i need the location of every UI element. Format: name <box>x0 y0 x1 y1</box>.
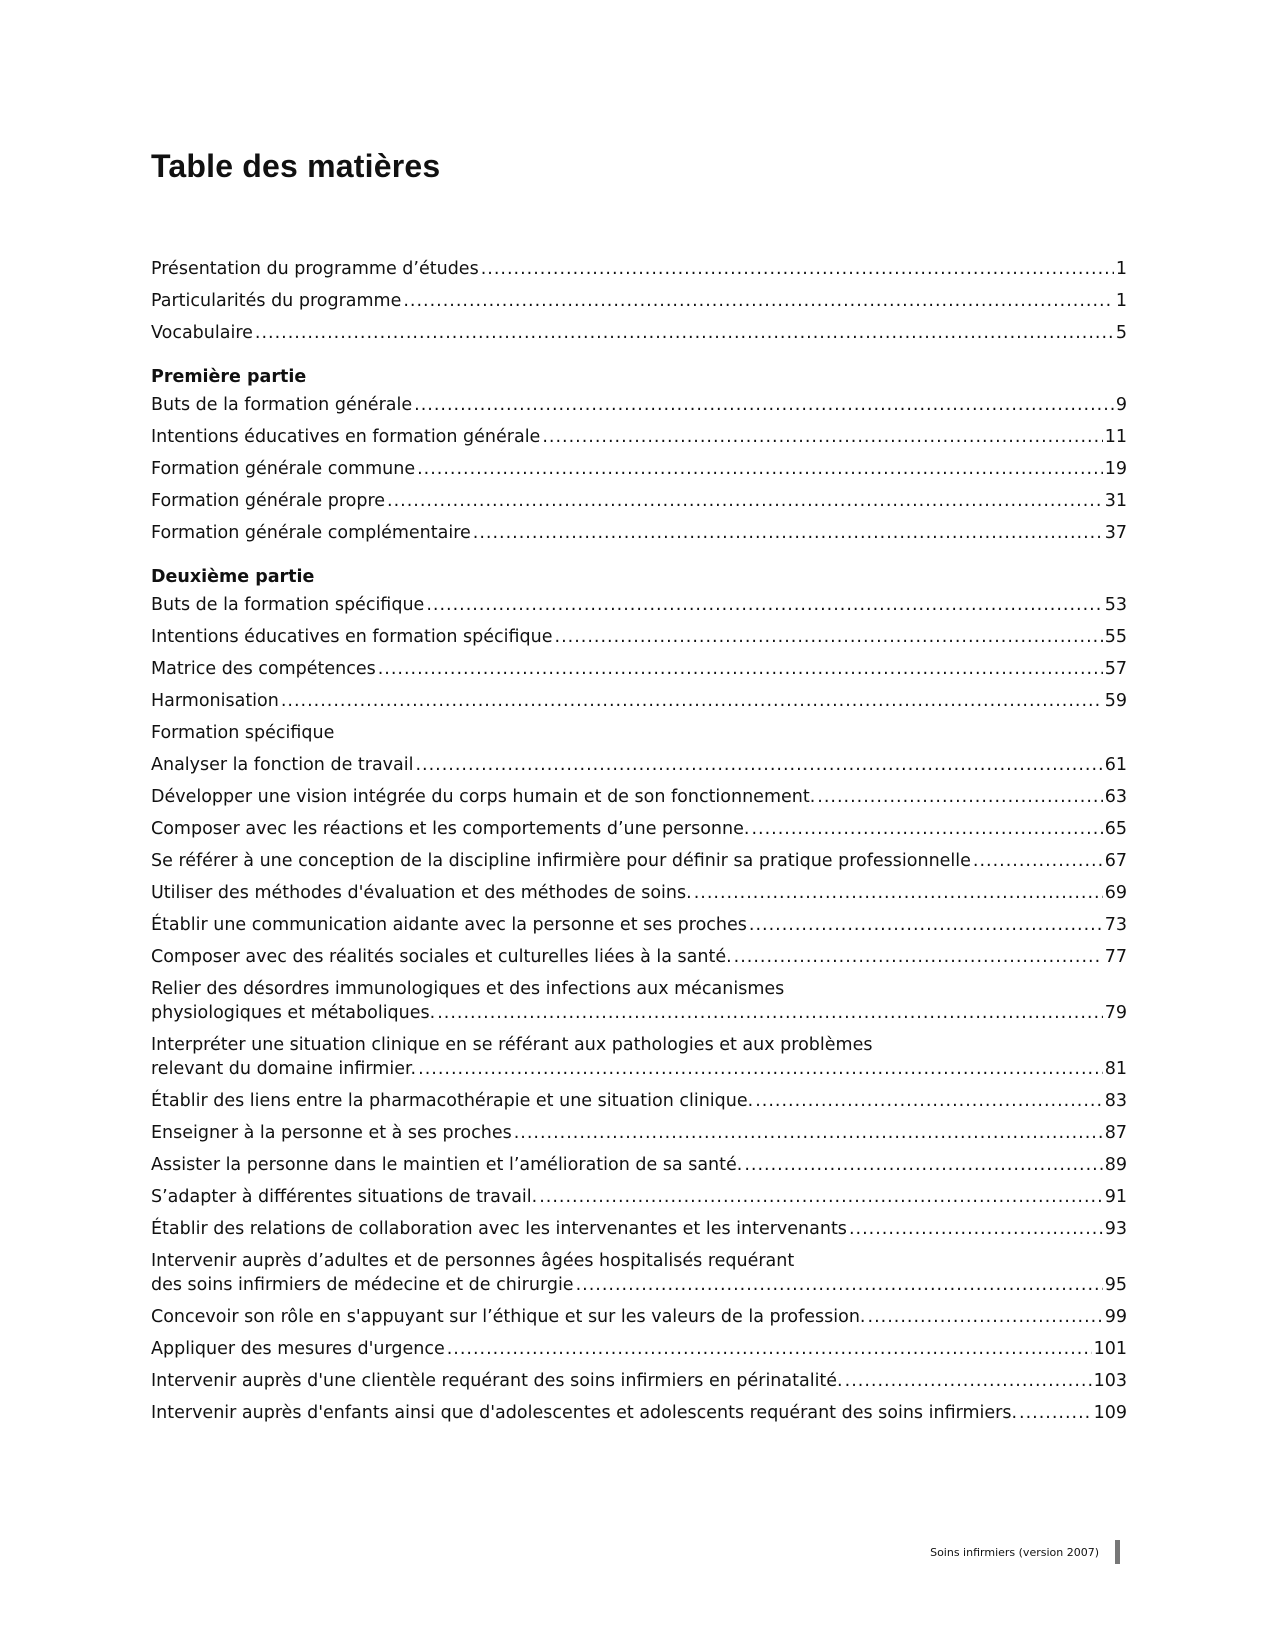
toc-entry-label: des soins infirmiers de médecine et de chirurgie <box>151 1275 574 1295</box>
footer-text: Soins infirmiers (version 2007) <box>930 1545 1099 1559</box>
toc-entry[interactable] <box>151 781 1127 813</box>
dot-leader <box>542 421 1102 453</box>
toc-entry[interactable] <box>151 1149 1127 1181</box>
dot-leader <box>734 941 1103 973</box>
section-heading: Deuxième partie <box>151 567 315 587</box>
toc-entry-page: 11 <box>1104 427 1127 447</box>
toc-entry-label: Formation générale complémentaire <box>151 523 471 543</box>
toc-entry[interactable] <box>151 1029 1127 1085</box>
dot-leader <box>255 317 1114 349</box>
toc-entry-label: S’adapter à différentes situations de travail. <box>151 1187 538 1207</box>
toc-entry[interactable] <box>151 517 1127 549</box>
dot-leader <box>694 877 1103 909</box>
toc-entry[interactable] <box>151 813 1127 845</box>
toc-entry-page: 9 <box>1115 395 1127 415</box>
toc-entry-label: Matrice des compétences <box>151 659 376 679</box>
toc-entry[interactable] <box>151 653 1127 685</box>
dot-leader <box>387 485 1103 517</box>
toc-entry-label: Enseigner à la personne et à ses proches <box>151 1123 512 1143</box>
toc-entry-label: Se référer à une conception de la discipline infirmière pour définir sa pratique professionnelle <box>151 851 971 871</box>
toc-entry-label: Intentions éducatives en formation spécifique <box>151 627 553 647</box>
toc-entry-page: 95 <box>1104 1275 1127 1295</box>
toc-entry-page: 5 <box>1115 323 1127 343</box>
toc-entry-page: 19 <box>1104 459 1127 479</box>
toc-entry-label-line1: Intervenir auprès d’adultes et de personnes âgées hospitalisés requérant <box>151 1251 795 1271</box>
toc-entry-line2 <box>151 1273 1127 1301</box>
toc-entry-label: Analyser la fonction de travail <box>151 755 414 775</box>
toc-entry[interactable] <box>151 485 1127 517</box>
toc-entry-label: Buts de la formation spécifique <box>151 595 425 615</box>
dot-leader <box>845 1365 1092 1397</box>
dot-leader <box>426 589 1102 621</box>
toc-entry[interactable] <box>151 1397 1127 1429</box>
dot-leader <box>749 909 1103 941</box>
toc-entry-page: 83 <box>1104 1091 1127 1111</box>
dot-leader <box>555 621 1103 653</box>
toc-entry-label: Présentation du programme d’études <box>151 259 479 279</box>
dot-leader <box>744 1149 1102 1181</box>
toc-entry-page: 63 <box>1104 787 1127 807</box>
toc-entry[interactable] <box>151 749 1127 781</box>
toc-entry-page: 53 <box>1104 595 1127 615</box>
toc-entry-label-line1: Interpréter une situation clinique en se référant aux pathologies et aux problèmes <box>151 1035 873 1055</box>
toc-entry-page: 101 <box>1093 1339 1127 1359</box>
toc-entry-label: Intentions éducatives en formation générale <box>151 427 541 447</box>
toc-entry[interactable] <box>151 389 1127 421</box>
table-of-contents <box>151 253 1127 1429</box>
toc-entry-page: 79 <box>1104 1003 1127 1023</box>
dot-leader <box>415 749 1102 781</box>
toc-entry-page: 67 <box>1104 851 1127 871</box>
toc-entry-label-line1: Relier des désordres immunologiques et des infections aux mécanismes <box>151 979 785 999</box>
toc-entry-label: Concevoir son rôle en s'appuyant sur l’éthique et sur les valeurs de la profession. <box>151 1307 866 1327</box>
dot-leader <box>868 1301 1103 1333</box>
toc-entry-page: 109 <box>1093 1403 1127 1423</box>
dot-leader <box>414 389 1114 421</box>
footer-bar <box>1115 1540 1120 1564</box>
toc-entry[interactable] <box>151 1245 1127 1301</box>
toc-entry-page: 59 <box>1104 691 1127 711</box>
dot-leader <box>817 781 1102 813</box>
toc-entry-page: 69 <box>1104 883 1127 903</box>
toc-entry[interactable] <box>151 685 1127 717</box>
toc-entry-page: 91 <box>1104 1187 1127 1207</box>
toc-entry-line2 <box>151 1001 1127 1029</box>
toc-entry[interactable] <box>151 909 1127 941</box>
toc-entry[interactable] <box>151 421 1127 453</box>
dot-leader <box>418 1057 1103 1081</box>
toc-entry-page: 37 <box>1104 523 1127 543</box>
toc-entry-page: 1 <box>1115 291 1127 311</box>
toc-entry-label: Établir une communication aidante avec la personne et ses proches <box>151 915 747 935</box>
toc-entry-label: Intervenir auprès d'une clientèle requérant des soins infirmiers en périnatalité. <box>151 1371 843 1391</box>
toc-entry[interactable] <box>151 1301 1127 1333</box>
dot-leader <box>755 1085 1103 1117</box>
dot-leader <box>447 1333 1092 1365</box>
dot-leader <box>973 845 1103 877</box>
toc-entry-label: Vocabulaire <box>151 323 253 343</box>
dot-leader <box>403 285 1114 317</box>
toc-entry[interactable] <box>151 453 1127 485</box>
toc-entry-label: Intervenir auprès d'enfants ainsi que d'adolescentes et adolescents requérant des soins infirmiers. <box>151 1403 1018 1423</box>
toc-entry-label: Établir des relations de collaboration avec les intervenantes et les intervenants <box>151 1219 847 1239</box>
toc-entry-page: 65 <box>1104 819 1127 839</box>
section-heading: Première partie <box>151 367 307 387</box>
dot-leader <box>281 685 1103 717</box>
toc-entry-label: Utiliser des méthodes d'évaluation et des méthodes de soins. <box>151 883 692 903</box>
toc-entry-label: Composer avec des réalités sociales et culturelles liées à la santé. <box>151 947 732 967</box>
page-footer <box>930 1540 1120 1564</box>
toc-entry[interactable] <box>151 1333 1127 1365</box>
page-title: Table des matières <box>151 148 441 184</box>
toc-entry-label: Particularités du programme <box>151 291 402 311</box>
toc-entry-page: 87 <box>1104 1123 1127 1143</box>
toc-entry-page: 61 <box>1104 755 1127 775</box>
dot-leader <box>514 1117 1103 1149</box>
toc-entry-label: Établir des liens entre la pharmacothérapie et une situation clinique. <box>151 1091 754 1111</box>
toc-entry-page: 89 <box>1104 1155 1127 1175</box>
toc-entry-label: Développer une vision intégrée du corps humain et de son fonctionnement. <box>151 787 816 807</box>
dot-leader <box>751 813 1102 845</box>
dot-leader <box>1019 1397 1092 1429</box>
toc-entry[interactable] <box>151 1213 1127 1245</box>
toc-entry[interactable] <box>151 621 1127 653</box>
toc-entry-page: 1 <box>1115 259 1127 279</box>
toc-entry-label: relevant du domaine infirmier. <box>151 1059 417 1079</box>
dot-leader <box>576 1273 1103 1297</box>
dot-leader <box>473 517 1103 549</box>
dot-leader <box>437 1001 1103 1025</box>
toc-entry-page: 93 <box>1104 1219 1127 1239</box>
toc-entry-page: 103 <box>1093 1371 1127 1391</box>
toc-entry[interactable] <box>151 589 1127 621</box>
toc-entry-page: 57 <box>1104 659 1127 679</box>
toc-entry-page: 81 <box>1104 1059 1127 1079</box>
toc-entry-label: Assister la personne dans le maintien et l’amélioration de sa santé. <box>151 1155 743 1175</box>
dot-leader <box>481 253 1114 285</box>
dot-leader <box>378 653 1103 685</box>
toc-entry-label: physiologiques et métaboliques. <box>151 1003 436 1023</box>
toc-entry[interactable] <box>151 317 1127 349</box>
toc-entry[interactable] <box>151 1085 1127 1117</box>
toc-entry[interactable] <box>151 877 1127 909</box>
toc-entry-label: Composer avec les réactions et les comportements d’une personne. <box>151 819 750 839</box>
toc-entry-page: 55 <box>1104 627 1127 647</box>
toc-entry[interactable] <box>151 973 1127 1029</box>
toc-entry[interactable] <box>151 285 1127 317</box>
toc-entry-label: Formation générale propre <box>151 491 386 511</box>
toc-entry[interactable] <box>151 1117 1127 1149</box>
dot-leader <box>417 453 1103 485</box>
dot-leader <box>539 1181 1102 1213</box>
toc-entry[interactable] <box>151 845 1127 877</box>
toc-entry-label: Buts de la formation générale <box>151 395 413 415</box>
toc-entry-line2 <box>151 1057 1127 1085</box>
toc-entry-page: 77 <box>1104 947 1127 967</box>
toc-entry-page: 99 <box>1104 1307 1127 1327</box>
toc-entry[interactable] <box>151 253 1127 285</box>
toc-entry[interactable] <box>151 941 1127 973</box>
toc-entry-page: 73 <box>1104 915 1127 935</box>
toc-entry-page: 31 <box>1104 491 1127 511</box>
toc-entry-label: Harmonisation <box>151 691 279 711</box>
dot-leader <box>849 1213 1103 1245</box>
toc-entry-label: Appliquer des mesures d'urgence <box>151 1339 445 1359</box>
toc-entry[interactable] <box>151 1181 1127 1213</box>
subsection-heading: Formation spécifique <box>151 723 335 743</box>
toc-entry[interactable] <box>151 1365 1127 1397</box>
toc-entry-label: Formation générale commune <box>151 459 416 479</box>
